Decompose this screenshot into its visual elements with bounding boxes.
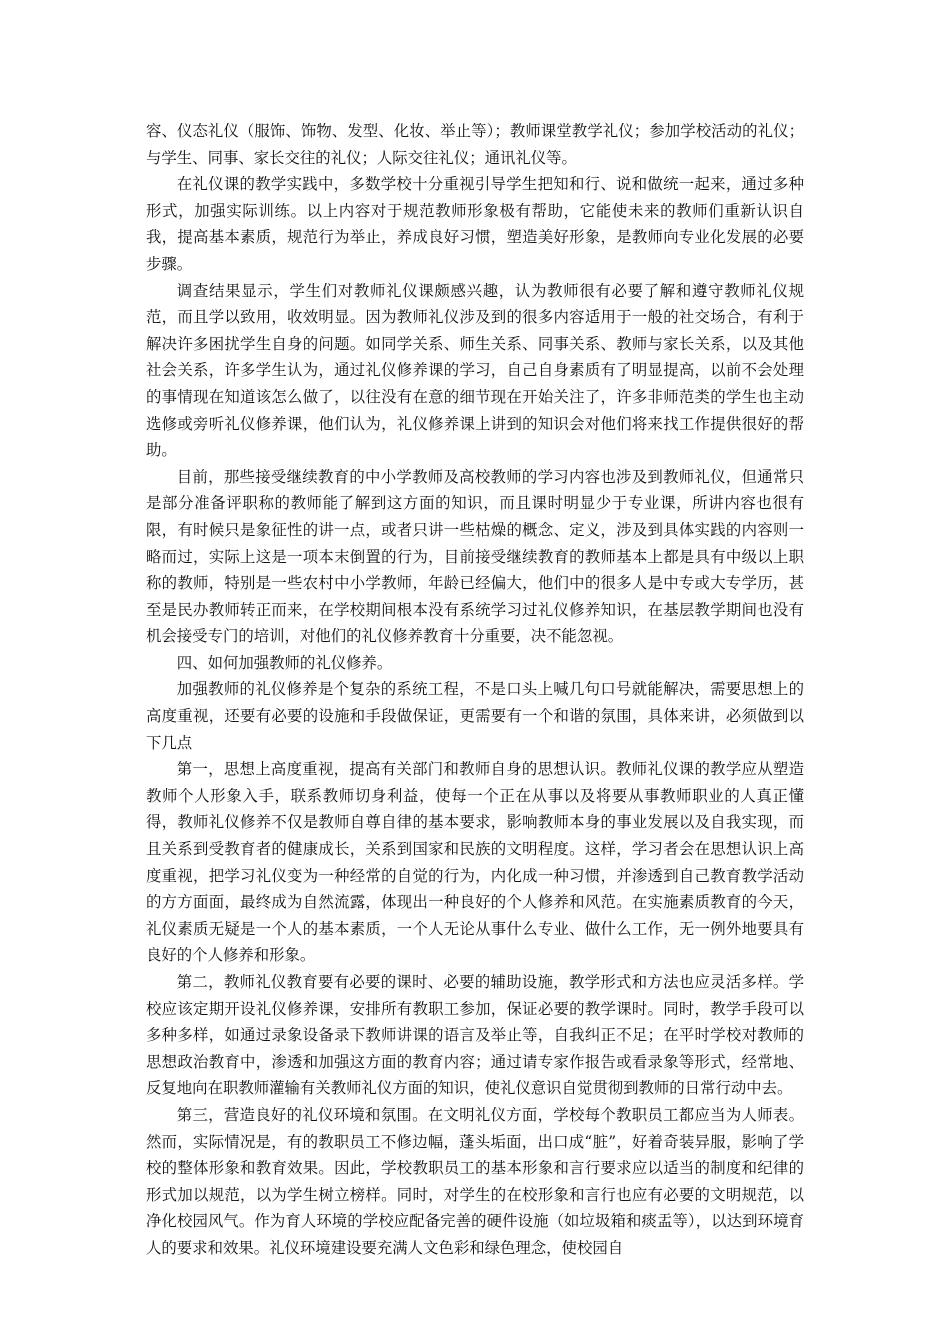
document-body [146,118,804,1262]
paragraph-9: 第三，营造良好的礼仪环境和氛围。在文明礼仪方面，学校每个教职员工都应当为人师表。然而，实际情况是，有的教职员工不修边幅，蓬头垢面，出口成“脏”，好着奇装异服，影响了学校的整体形象和教育效果。因此，学校教职员工的基本形象和言行要求应以适当的制度和纪律的形式加以规范，以为学生树立榜样。同时，对学生的在校形象和言行也应有必要的文明规范，以净化校园风气。作为育人环境的学校应配备完善的硬件设施（如垃圾箱和痰盂等），以达到环境育人的要求和效果。礼仪环境建设要充满人文色彩和绿色理念，使校园自 [146,1105,804,1257]
paragraph-8: 第二，教师礼仪教育要有必要的课时、必要的辅助设施，教学形式和方法也应灵活多样。学校应该定期开设礼仪修养课，安排所有教职工参加，保证必要的教学课时。同时，教学手段可以多种多样，如通过录象设备录下教师讲课的语言及举止等，自我纠正不足；在平时学校对教师的思想政治教育中，渗透和加强这方面的教育内容；通过请专家作报告或看录象等形式，经常地、反复地向在职教师灌输有关教师礼仪方面的知识，使礼仪意识自觉贯彻到教师的日常行动中去。 [146,973,804,1098]
paragraph-7: 第一，思想上高度重视，提高有关部门和教师自身的思想认识。教师礼仪课的教学应从塑造教师个人形象入手，联系教师切身利益，使每一个正在从事以及将要从事教师职业的人真正懂得，教师礼仪修养不仅是教师自尊自律的基本要求，影响教师本身的事业发展以及自我实现，而且关系到受教育者的健康成长，关系到国家和民族的文明程度。这样，学习者会在思想认识上高度重视，把学习礼仪变为一种经常的自觉的行为，内化成一种习惯，并渗透到自己教育教学活动的方方面面，最终成为自然流露，体现出一种良好的个人修养和风范。在实施素质教育的今天，礼仪素质无疑是一个人的基本素质，一个人无论从事什么专业、做什么工作，无一例外地要具有良好的个人修养和形象。 [146,760,804,965]
section-heading-4: 四、如何加强教师的礼仪修养。 [176,653,393,672]
paragraph-4: 目前，那些接受继续教育的中小学教师及高校教师的学习内容也涉及到教师礼仪，但通常只是部分准备评职称的教师能了解到这方面的知识，而且课时明显少于专业课，所讲内容也很有限，有时候只是象征性的讲一点，或者只讲一些枯燥的概念、定义，涉及到具体实践的内容则一略而过，实际上这是一项本末倒置的行为，目前接受继续教育的教师基本上都是具有中级以上职称的教师，特别是一些农村中小学教师，年龄已经偏大，他们中的很多人是中专或大专学历，甚至是民办教师转正而来，在学校期间根本没有系统学习过礼仪修养知识，在基层教学期间也没有机会接受专门的培训，对他们的礼仪修养教育十分重要，决不能忽视。 [146,467,804,646]
paragraph-2: 在礼仪课的教学实践中，多数学校十分重视引导学生把知和行、说和做统一起来，通过多种形式，加强实际训练。以上内容对于规范教师形象极有帮助，它能使未来的教师们重新认识自我，提高基本素质，规范行为举止，养成良好习惯，塑造美好形象，是教师向专业化发展的必要步骤。 [146,175,804,273]
paragraph-3: 调查结果显示，学生们对教师礼仪课颇感兴趣，认为教师很有必要了解和遵守教师礼仪规范，而且学以致用，收效明显。因为教师礼仪涉及到的很多内容适用于一般的社交场合，有利于解决许多困扰学生自身的问题。如同学关系、师生关系、同事关系、教师与家长关系，以及其他社会关系，许多学生认为，通过礼仪修养课的学习，自己自身素质有了明显提高，以前不会处理的事情现在知道该怎么做了，以往没有在意的细节现在开始关注了，许多非师范类的学生也主动选修或旁听礼仪修养课，他们认为，礼仪修养课上讲到的知识会对他们将来找工作提供很好的帮助。 [146,281,804,460]
paragraph-1: 容、仪态礼仪（服饰、饰物、发型、化妆、举止等）；教师课堂教学礼仪；参加学校活动的礼仪；与学生、同事、家长交往的礼仪；人际交往礼仪；通讯礼仪等。 [146,122,804,167]
paragraph-6: 加强教师的礼仪修养是个复杂的系统工程，不是口头上喊几句口号就能解决，需要思想上的高度重视，还要有必要的设施和手段做保证，更需要有一个和谐的氛围，具体来讲，必须做到以下几点 [146,680,804,752]
